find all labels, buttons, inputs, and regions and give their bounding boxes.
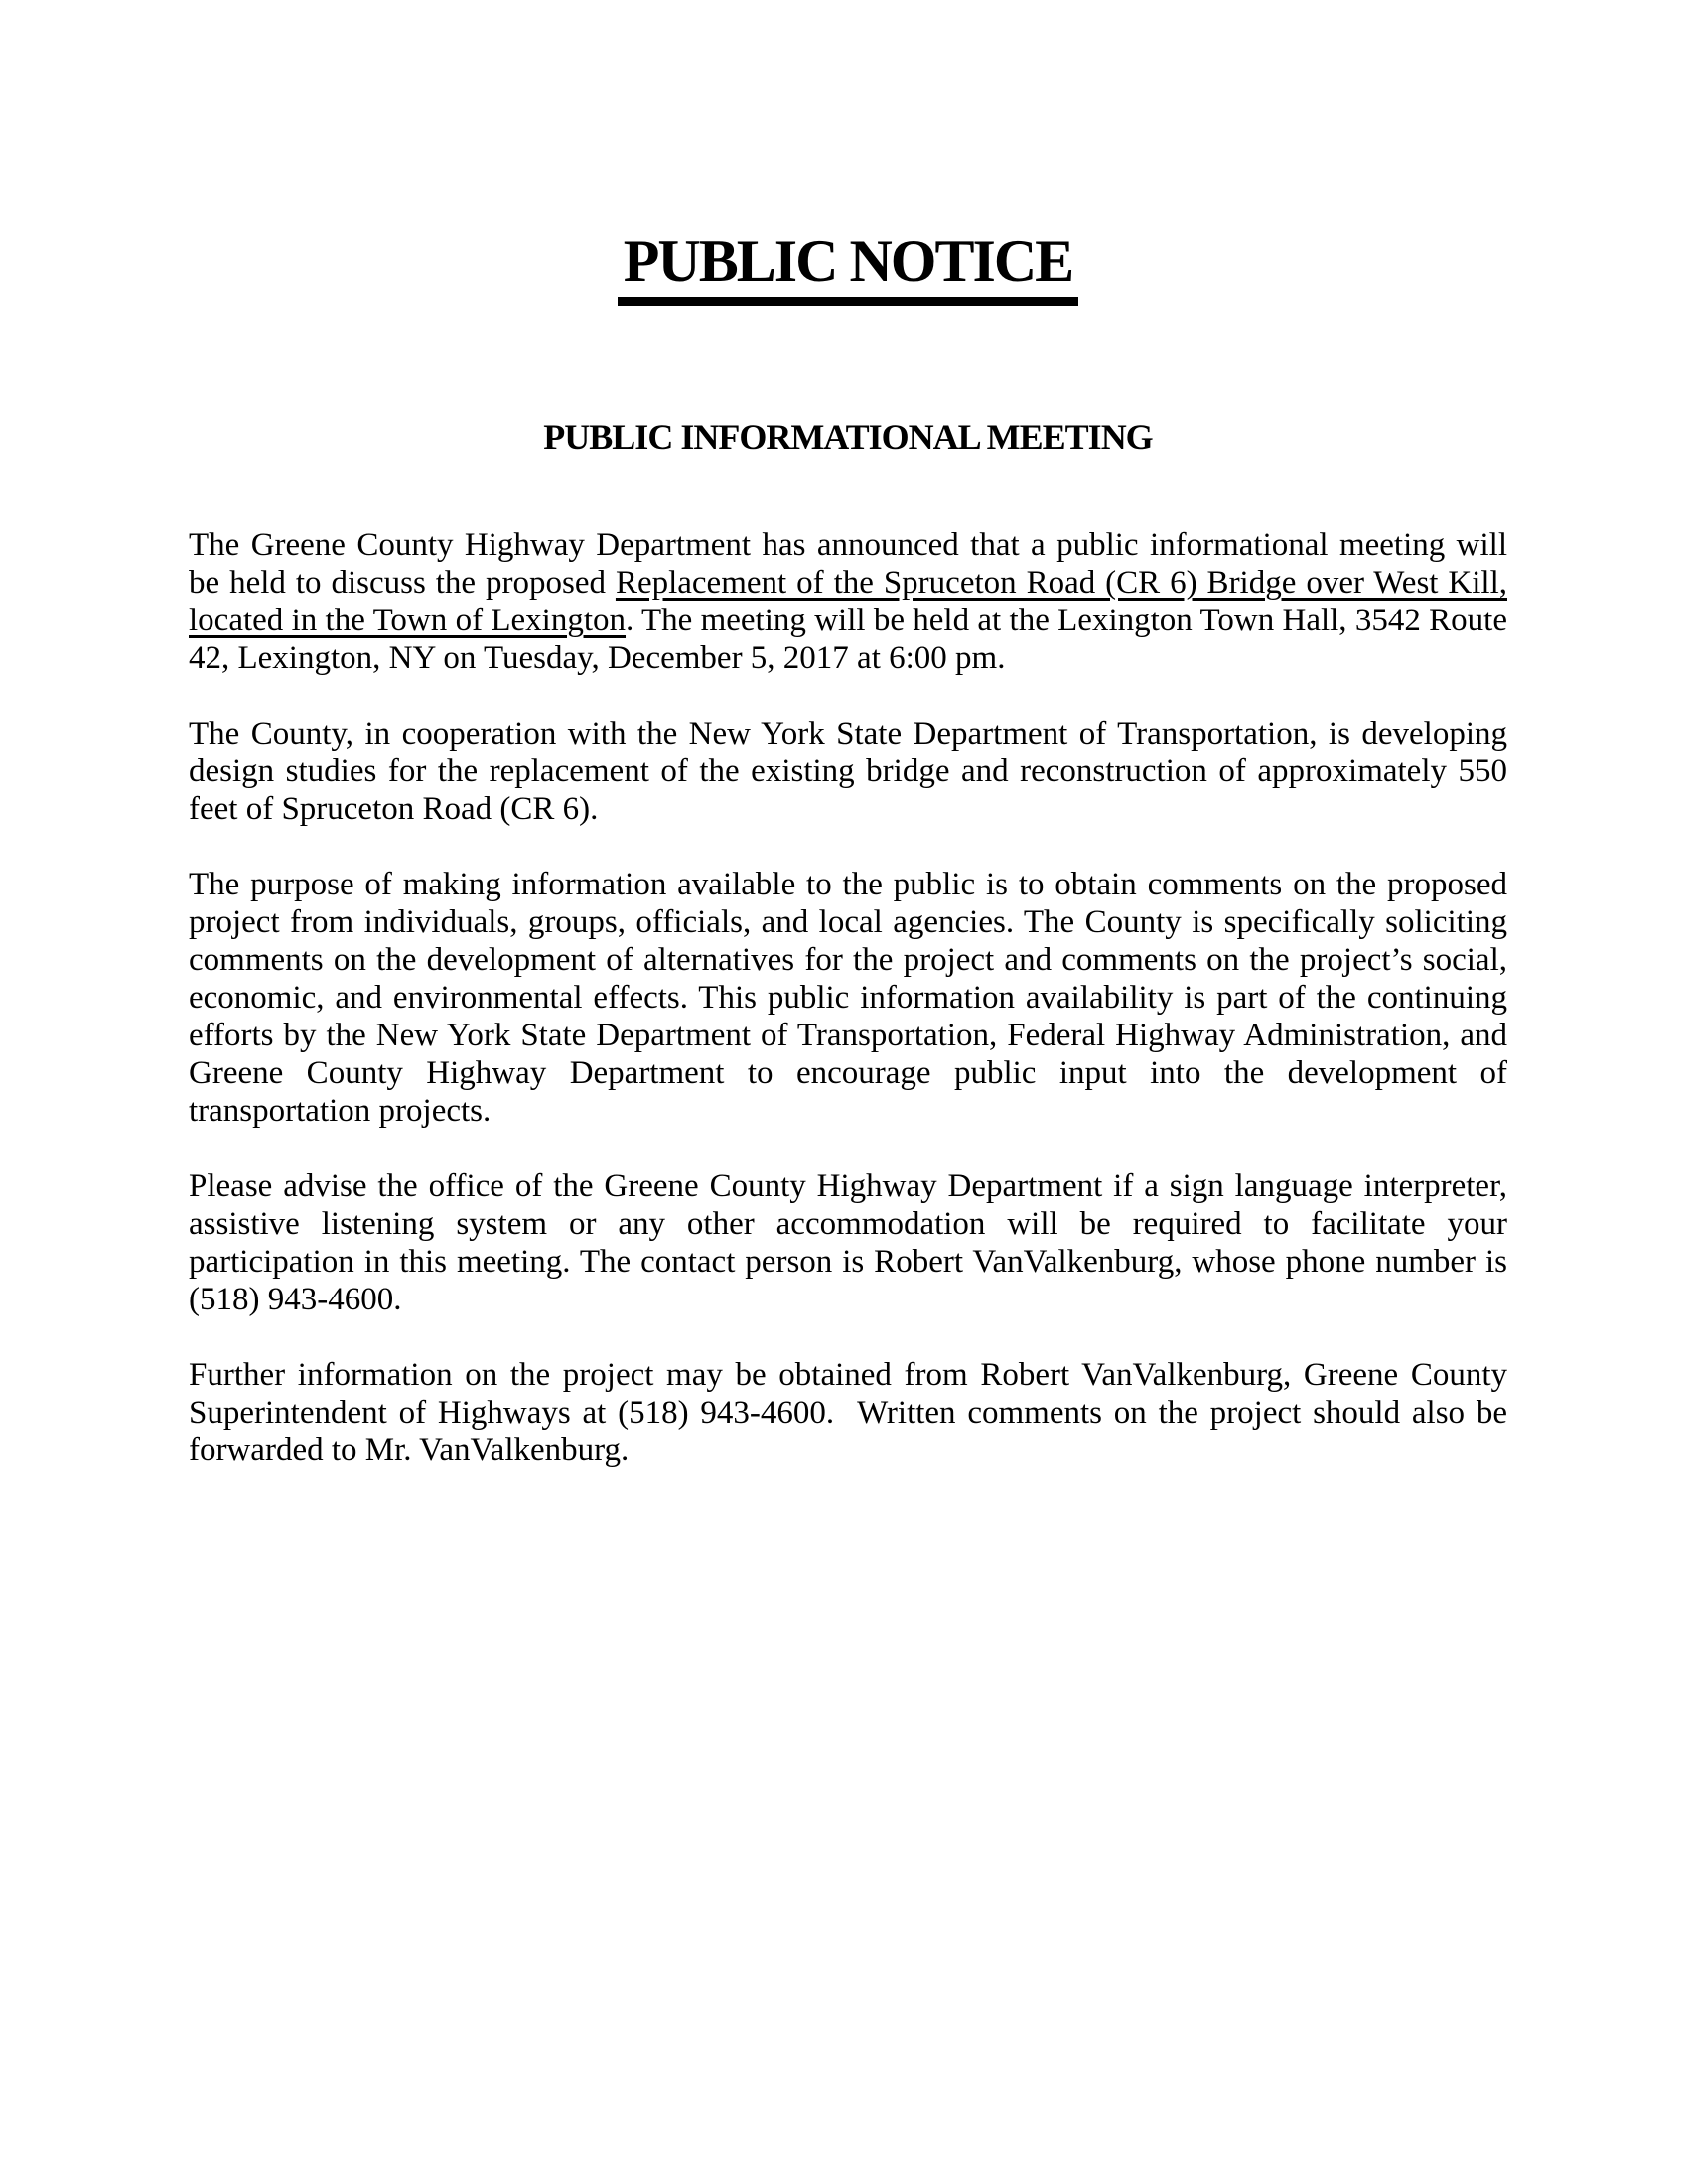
title-block xyxy=(189,189,1507,345)
paragraph-announcement-post-text: . The meeting will be held at the Lexington Town Hall, 3542 Route 42, Lexington, NY on Tuesday, December 5, 2017 at 6:00 pm. xyxy=(189,603,1507,677)
page-title: PUBLIC NOTICE xyxy=(618,228,1078,306)
paragraph-accommodations: Please advise the office of the Greene County Highway Department if a sign language interpreter, assistive listening system or any other accommodation will be required to facilitate your participation in this meeting. The contact person is Robert VanValkenburg, whose phone number is (518) 943-4600. xyxy=(189,1168,1507,1318)
notice-body xyxy=(189,526,1507,1469)
paragraph-announcement-pre-text: The Greene County Highway Department has announced that a public informational meeting will be held to discuss the proposed xyxy=(189,527,1507,602)
page-subtitle: PUBLIC INFORMATIONAL MEETING xyxy=(543,417,1153,458)
paragraph-purpose: The purpose of making information available to the public is to obtain comments on the proposed project from individuals, groups, officials, and local agencies. The County is specifically soliciting comments on the development of alternatives for the project and comments on the project’s social, economic, and environmental effects. This public information availability is part of the continuing efforts by the New York State Department of Transportation, Federal Highway Administration, and Greene County Highway Department to encourage public input into the development of transportation projects. xyxy=(189,867,1507,1130)
project-name-underlined-text: Replacement of the Spruceton Road (CR 6) Bridge over West Kill, located in the Town of Lexington xyxy=(189,565,1507,639)
paragraph-design-studies: The County, in cooperation with the New York State Department of Transportation, is developing design studies for the replacement of the existing bridge and reconstruction of approximately 550 feet of Spruceton Road (CR 6). xyxy=(189,716,1507,828)
paragraph-announcement xyxy=(189,526,1507,677)
paragraph-further-information: Further information on the project may be obtained from Robert VanValkenburg, Greene County Superintendent of Highways at (518) 943-4600. Written comments on the project should also be forwarded to Mr. VanValkenburg. xyxy=(189,1357,1507,1469)
